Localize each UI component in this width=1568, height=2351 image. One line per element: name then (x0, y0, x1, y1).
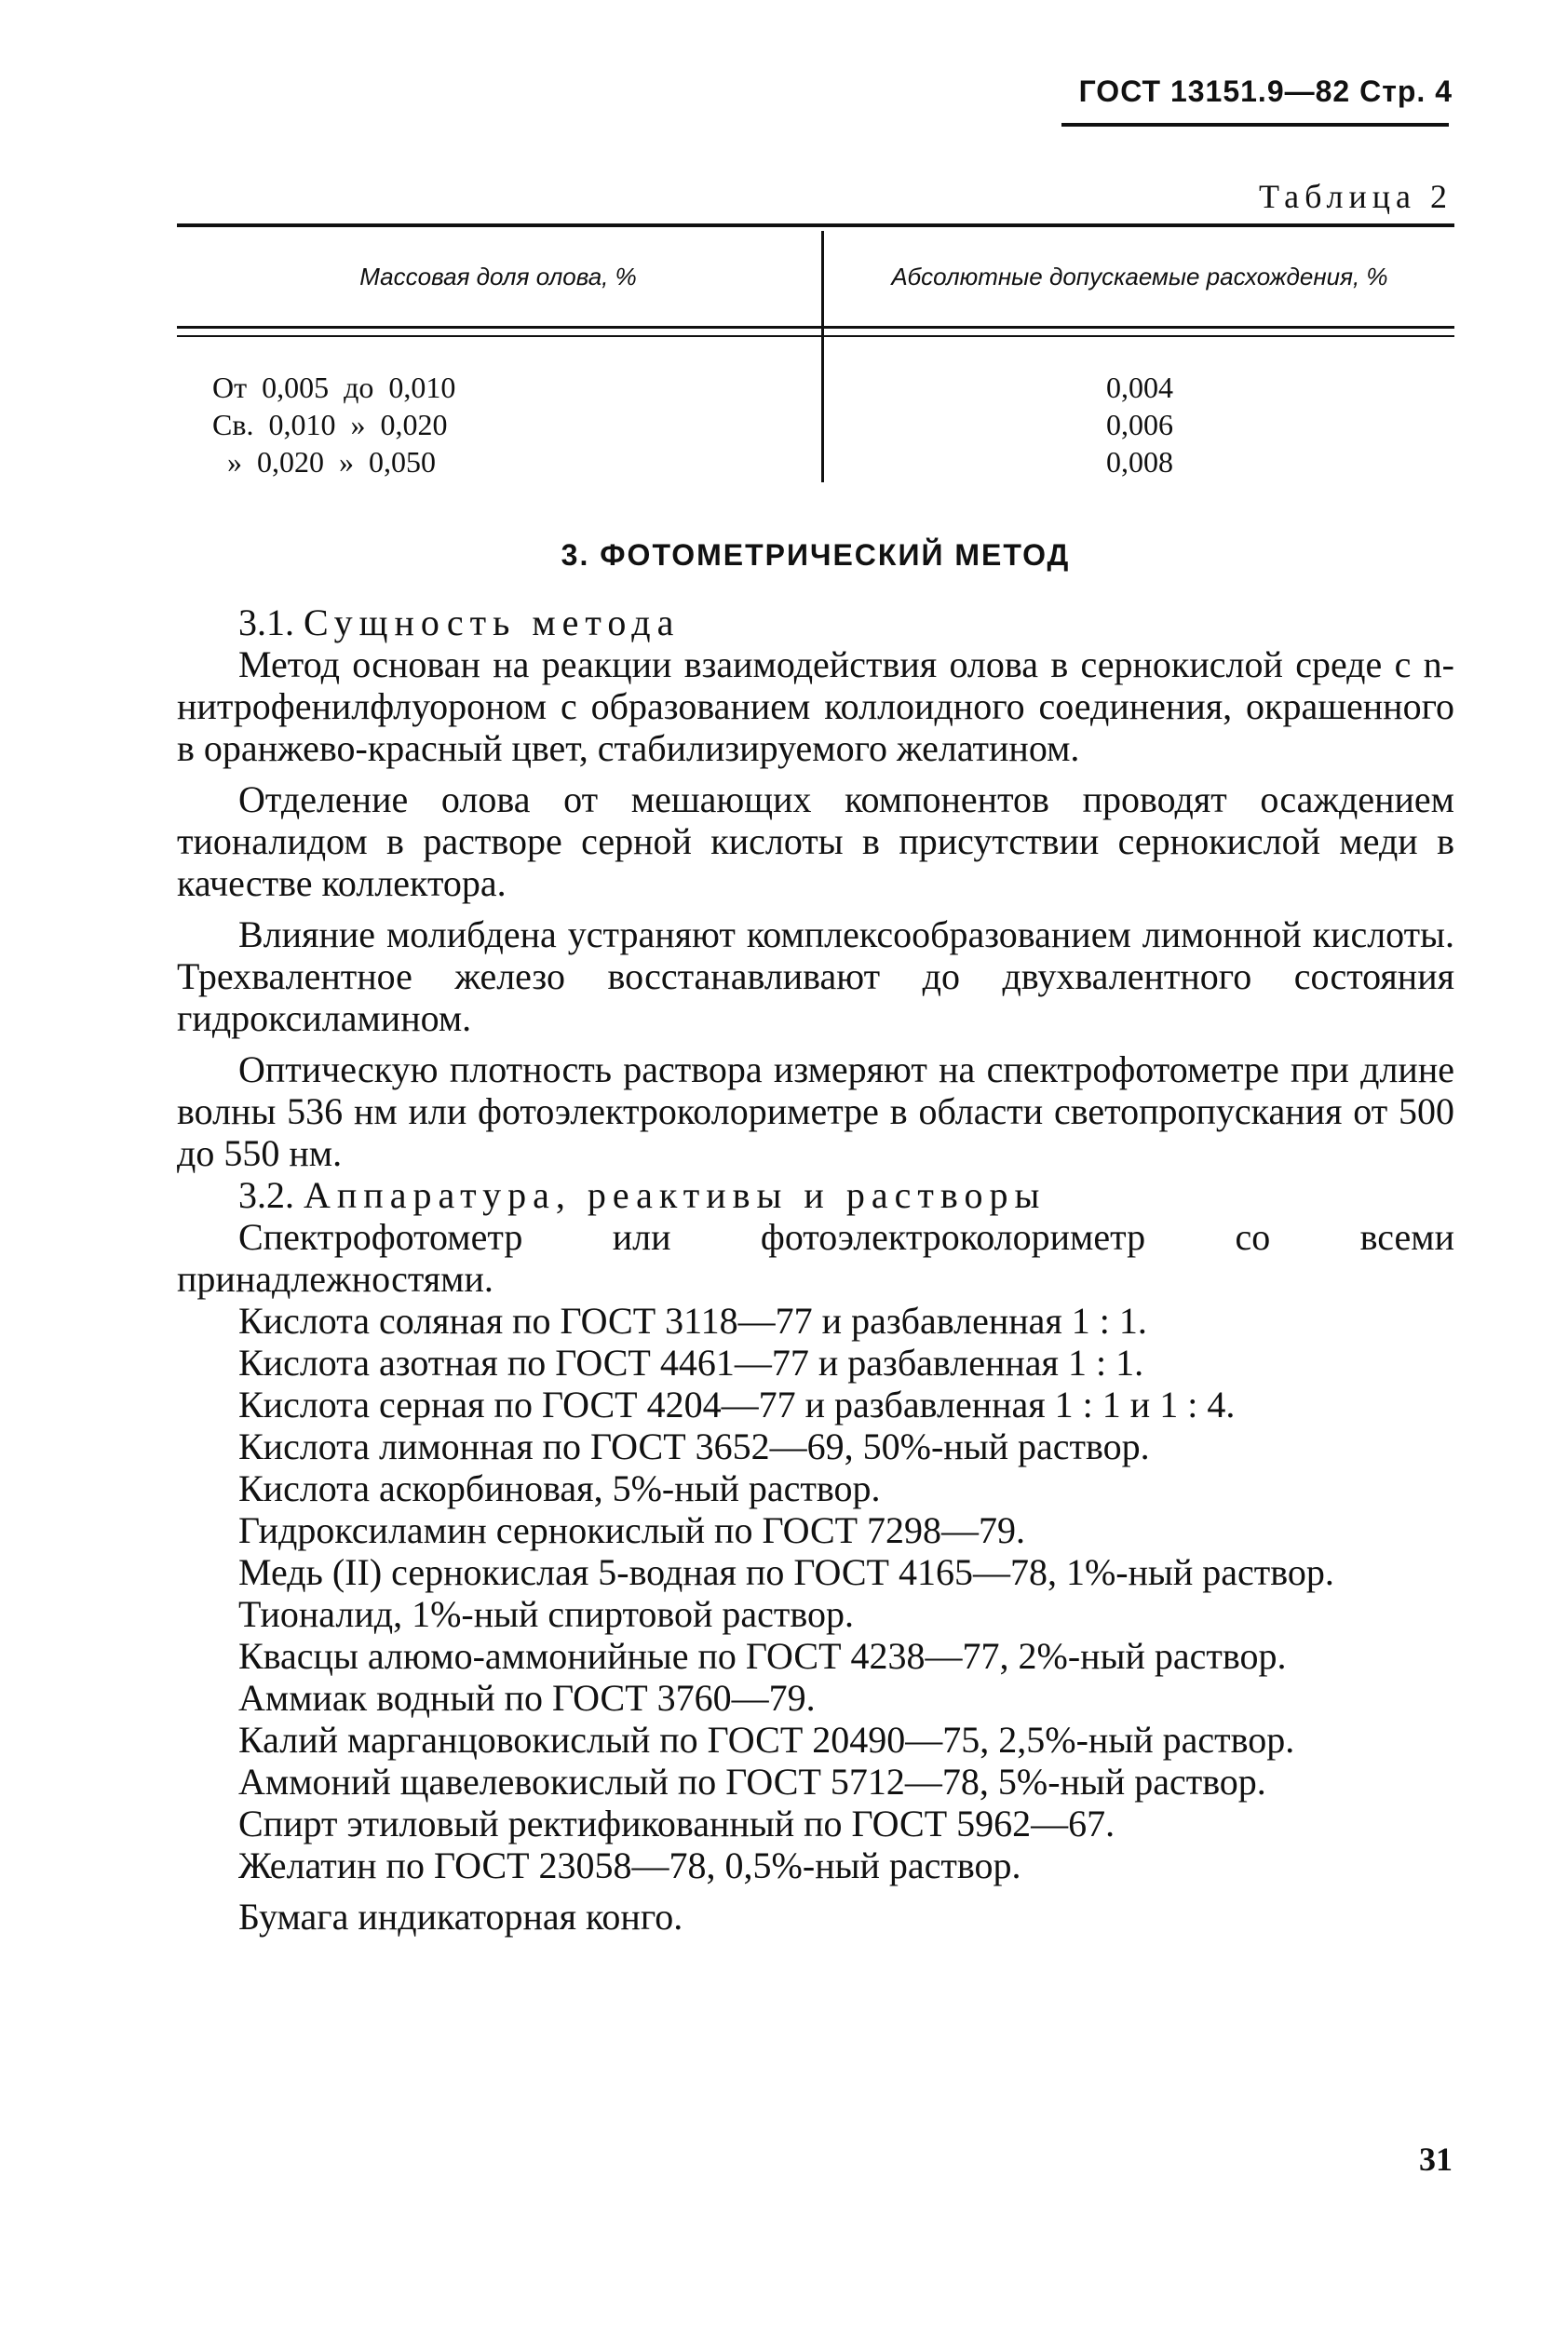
table-cell: 0,006 (1106, 408, 1173, 441)
reagent-item: Квасцы алюмо-аммонийные по ГОСТ 4238—77, 2%-ный раствор. (238, 1635, 1287, 1677)
table-header-rule (177, 326, 1454, 329)
subsection-number: 3.1. (238, 601, 294, 643)
reagent-item: Аммоний щавелевокислый по ГОСТ 5712—78, 5%-ный раствор. (238, 1761, 1266, 1803)
body-text (177, 601, 1454, 1938)
table-header-rule-double (177, 335, 1454, 337)
table-cell: От 0,005 до 0,010 (212, 371, 456, 404)
subsection-title: Аппаратура, реактивы и растворы (304, 1174, 1047, 1216)
paragraph: Оптическую плотность раствора измеряют на спектрофотометре при длине волны 536 нм или фотоэлектроколориметре в области светопропускания от 500 до 550 нм. (177, 1048, 1454, 1174)
reagent-item: Кислота соляная по ГОСТ 3118—77 и разбавленная 1 : 1. (238, 1300, 1147, 1342)
table-top-rule (177, 223, 1454, 227)
reagent-item: Спирт этиловый ректификованный по ГОСТ 5962—67. (238, 1803, 1115, 1844)
reagent-item: Гидроксиламин сернокислый по ГОСТ 7298—79. (238, 1509, 1026, 1551)
reagent-item: Тионалид, 1%-ный спиртовой раствор. (238, 1593, 855, 1635)
table-cell: Св. 0,010 » 0,020 (212, 408, 448, 441)
reagent-item: Кислота аскорбиновая, 5%-ный раствор. (238, 1467, 881, 1509)
reagent-item: Спектрофотометр или фотоэлектроколориметр со всеми принадлежностями. (177, 1216, 1454, 1300)
reagent-item: Кислота серная по ГОСТ 4204—77 и разбавленная 1 : 1 и 1 : 4. (238, 1384, 1236, 1425)
table-cell: » 0,020 » 0,050 (212, 445, 436, 479)
header-underline (1061, 123, 1449, 127)
table-header-tin-fraction: Массовая доля олова, % (359, 263, 637, 290)
section-title: 3. ФОТОМЕТРИЧЕСКИЙ МЕТОД (561, 538, 1071, 572)
reagent-item: Бумага индикаторная конго. (238, 1896, 683, 1938)
reagent-item: Кислота лимонная по ГОСТ 3652—69, 50%-ный раствор. (238, 1425, 1150, 1467)
reagent-item: Медь (II) сернокислая 5-водная по ГОСТ 4165—78, 1%-ный раствор. (238, 1551, 1334, 1593)
table-header-tolerance: Абсолютные допускаемые расхождения, % (891, 263, 1388, 290)
document-header: ГОСТ 13151.9—82 Стр. 4 (1078, 74, 1453, 108)
reagent-item: Желатин по ГОСТ 23058—78, 0,5%-ный раствор. (238, 1844, 1021, 1886)
table-right-column (825, 369, 1454, 480)
subsection-heading (177, 1174, 1454, 1216)
table-caption: Таблица 2 (1259, 178, 1453, 215)
subsection-title: Сущность метода (304, 601, 681, 643)
subsection-number: 3.2. (238, 1174, 294, 1216)
page-number: 31 (1419, 2141, 1453, 2178)
table-cell: 0,008 (1106, 445, 1173, 479)
table-column-divider (821, 231, 824, 482)
reagent-item: Кислота азотная по ГОСТ 4461—77 и разбавленная 1 : 1. (238, 1342, 1144, 1384)
paragraph: Отделение олова от мешающих компонентов проводят осаждением тионалидом в растворе серной кислоты в присутствии сернокислой меди в качестве коллектора. (177, 778, 1454, 904)
table-left-column (212, 369, 734, 480)
table-cell: 0,004 (1106, 371, 1173, 404)
reagent-item: Аммиак водный по ГОСТ 3760—79. (238, 1677, 816, 1719)
paragraph: Влияние молибдена устраняют комплексообразованием лимонной кислоты. Трехвалентное железо восстанавливают до двухвалентного состояния гидроксиламином. (177, 913, 1454, 1039)
reagent-item: Калий марганцовокислый по ГОСТ 20490—75, 2,5%-ный раствор. (238, 1719, 1295, 1761)
subsection-heading (177, 601, 1454, 643)
paragraph: Метод основан на реакции взаимодействия олова в сернокислой среде с n-нитрофенилфлуороном с образованием коллоидного соединения, окрашенного в оранжево-красный цвет, стабилизируемого желатином. (177, 643, 1454, 769)
